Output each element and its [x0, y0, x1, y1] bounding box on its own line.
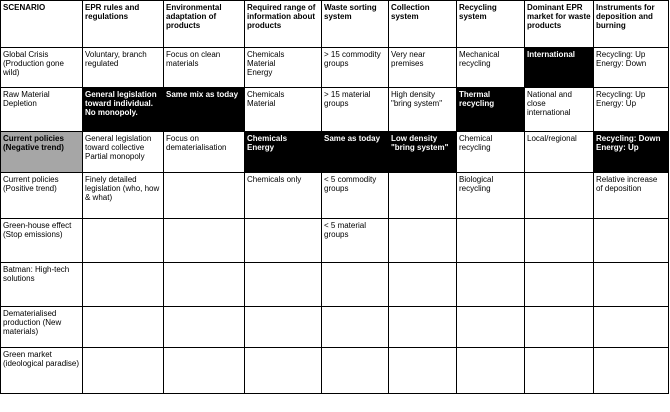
header-collection-system: Collection system — [389, 1, 457, 48]
header-deposition-instruments: Instruments for deposition and burning — [594, 1, 669, 48]
collection-system-cell — [389, 307, 457, 348]
required-information-cell: Chemicals Material Energy — [245, 48, 322, 88]
environmental-adaptation-cell — [164, 307, 245, 348]
scenario-cell: Green-house effect (Stop emissions) — [1, 219, 83, 263]
deposition-instruments-cell — [594, 307, 669, 348]
required-information-cell — [245, 263, 322, 307]
recycling-system-cell: Biological recycling — [457, 173, 525, 219]
scenario-cell: Global Crisis (Production gone wild) — [1, 48, 83, 88]
environmental-adaptation-cell — [164, 219, 245, 263]
environmental-adaptation-cell — [164, 173, 245, 219]
required-information-cell: Chemicals only — [245, 173, 322, 219]
environmental-adaptation-cell: Same mix as today — [164, 88, 245, 132]
dominant-epr-market-cell — [525, 307, 594, 348]
collection-system-cell — [389, 173, 457, 219]
scenario-cell: Raw Material Depletion — [1, 88, 83, 132]
scenario-cell: Current policies (Negative trend) — [1, 132, 83, 173]
deposition-instruments-cell: Recycling: Down Energy: Up — [594, 132, 669, 173]
scenario-cell: Batman: High-tech solutions — [1, 263, 83, 307]
waste-sorting-cell: < 5 material groups — [322, 219, 389, 263]
required-information-cell — [245, 307, 322, 348]
dominant-epr-market-cell: Local/regional — [525, 132, 594, 173]
table-header — [1, 1, 669, 48]
table-row — [1, 307, 669, 348]
waste-sorting-cell: Same as today — [322, 132, 389, 173]
collection-system-cell: Very near premises — [389, 48, 457, 88]
header-epr-rules: EPR rules and regulations — [83, 1, 164, 48]
environmental-adaptation-cell — [164, 263, 245, 307]
header-scenario: SCENARIO — [1, 1, 83, 48]
table-row — [1, 173, 669, 219]
header-waste-sorting: Waste sorting system — [322, 1, 389, 48]
header-required-information: Required range of information about products — [245, 1, 322, 48]
collection-system-cell — [389, 219, 457, 263]
required-information-cell: Chemicals Material — [245, 88, 322, 132]
epr-rules-cell: General legislation toward individual. No monopoly. — [83, 88, 164, 132]
epr-rules-cell — [83, 348, 164, 394]
recycling-system-cell — [457, 219, 525, 263]
recycling-system-cell: Chemical recycling — [457, 132, 525, 173]
header-environmental-adaptation: Environmental adaptation of products — [164, 1, 245, 48]
table-row — [1, 132, 669, 173]
table-row — [1, 263, 669, 307]
dominant-epr-market-cell — [525, 348, 594, 394]
header-row — [1, 1, 669, 48]
dominant-epr-market-cell — [525, 219, 594, 263]
waste-sorting-cell: > 15 material groups — [322, 88, 389, 132]
epr-rules-cell — [83, 307, 164, 348]
collection-system-cell: Low density "bring system" — [389, 132, 457, 173]
deposition-instruments-cell: Relative increase of deposition — [594, 173, 669, 219]
collection-system-cell — [389, 348, 457, 394]
environmental-adaptation-cell: Focus on dematerialisation — [164, 132, 245, 173]
dominant-epr-market-cell: National and close international — [525, 88, 594, 132]
epr-rules-cell: Voluntary, branch regulated — [83, 48, 164, 88]
epr-rules-cell — [83, 263, 164, 307]
collection-system-cell — [389, 263, 457, 307]
scenario-cell: Green market (ideological paradise) — [1, 348, 83, 394]
required-information-cell — [245, 219, 322, 263]
waste-sorting-cell — [322, 348, 389, 394]
deposition-instruments-cell — [594, 263, 669, 307]
required-information-cell: Chemicals Energy — [245, 132, 322, 173]
environmental-adaptation-cell: Focus on clean materials — [164, 48, 245, 88]
recycling-system-cell — [457, 263, 525, 307]
table-row — [1, 48, 669, 88]
table-row — [1, 348, 669, 394]
table-row — [1, 88, 669, 132]
waste-sorting-cell: < 5 commodity groups — [322, 173, 389, 219]
dominant-epr-market-cell: International — [525, 48, 594, 88]
waste-sorting-cell — [322, 307, 389, 348]
deposition-instruments-cell: Recycling: Up Energy: Up — [594, 88, 669, 132]
table-row — [1, 219, 669, 263]
collection-system-cell: High density "bring system" — [389, 88, 457, 132]
scenario-cell: Current policies (Positive trend) — [1, 173, 83, 219]
deposition-instruments-cell: Recycling: Up Energy: Down — [594, 48, 669, 88]
waste-sorting-cell — [322, 263, 389, 307]
epr-rules-cell — [83, 219, 164, 263]
recycling-system-cell — [457, 307, 525, 348]
epr-rules-cell: Finely detailed legislation (who, how & what) — [83, 173, 164, 219]
header-dominant-epr-market: Dominant EPR market for waste products — [525, 1, 594, 48]
table-body — [1, 48, 669, 394]
recycling-system-cell: Thermal recycling — [457, 88, 525, 132]
header-recycling-system: Recycling system — [457, 1, 525, 48]
required-information-cell — [245, 348, 322, 394]
dominant-epr-market-cell — [525, 263, 594, 307]
deposition-instruments-cell — [594, 219, 669, 263]
dominant-epr-market-cell — [525, 173, 594, 219]
scenario-cell: Dematerialised production (New materials) — [1, 307, 83, 348]
deposition-instruments-cell — [594, 348, 669, 394]
recycling-system-cell — [457, 348, 525, 394]
recycling-system-cell: Mechanical recycling — [457, 48, 525, 88]
environmental-adaptation-cell — [164, 348, 245, 394]
waste-sorting-cell: > 15 commodity groups — [322, 48, 389, 88]
epr-rules-cell: General legislation toward collective Partial monopoly — [83, 132, 164, 173]
